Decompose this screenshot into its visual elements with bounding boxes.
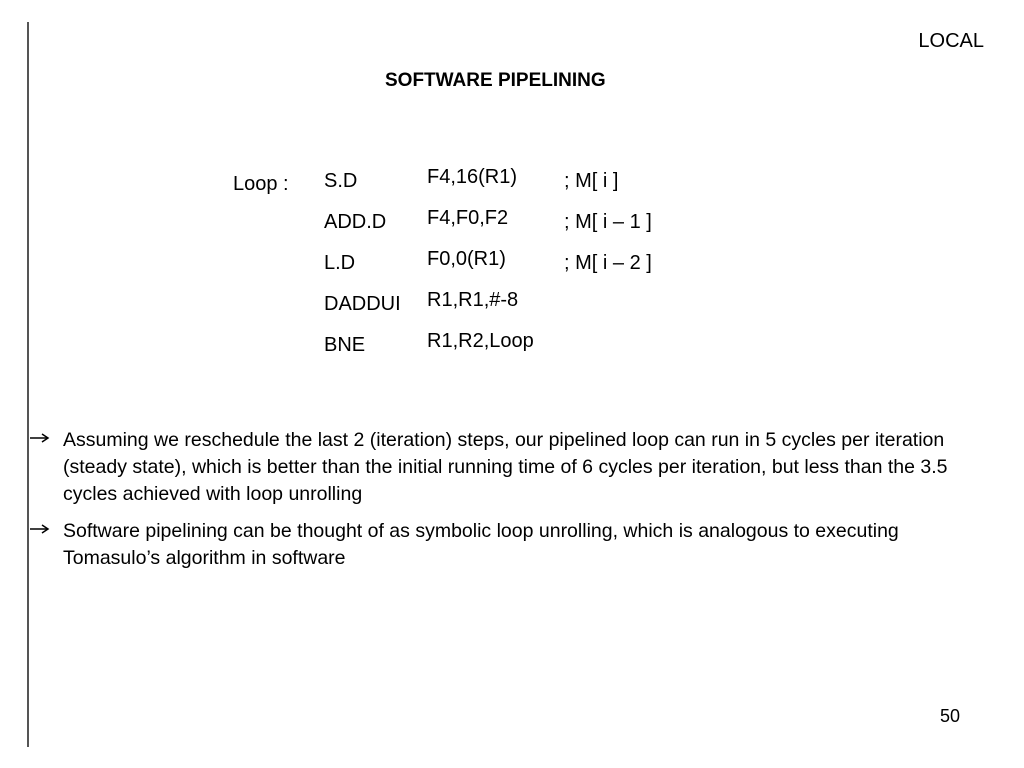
code-op: L.D: [324, 252, 356, 274]
arrow-right-icon: [30, 431, 52, 445]
code-comment: ; M[ i – 1 ]: [564, 211, 652, 233]
bullet-text: Assuming we reschedule the last 2 (iteration) steps, our pipelined loop can run in 5 cycles per iteration (steady state), which is better than the initial running time of 6 cycles per iteration, but less than the 3.5 cycles achieved with loop unrolling: [63, 429, 948, 505]
code-args: R1,R2,Loop: [427, 330, 534, 352]
code-args: R1,R1,#-8: [427, 289, 519, 311]
code-op: DADDUI: [324, 293, 401, 315]
list-item: [0, 518, 1024, 572]
bullet-list: [0, 427, 1024, 582]
bullet-text: Software pipelining can be thought of as symbolic loop unrolling, which is analogous to executing Tomasulo’s algorithm in software: [63, 520, 899, 569]
code-op: ADD.D: [324, 211, 387, 233]
code-args: F4,16(R1): [427, 166, 518, 188]
code-comment: ; M[ i – 2 ]: [564, 252, 652, 274]
code-comment: ; M[ i ]: [564, 170, 619, 192]
left-divider-line: [27, 22, 29, 747]
code-args: F4,F0,F2: [427, 207, 509, 229]
corner-label: LOCAL: [918, 30, 984, 52]
page-number: 50: [940, 706, 961, 726]
arrow-right-icon: [30, 522, 52, 536]
list-item: [0, 427, 1024, 508]
slide-title: SOFTWARE PIPELINING: [385, 70, 606, 91]
code-op: BNE: [324, 334, 366, 356]
code-args: F0,0(R1): [427, 248, 506, 270]
loop-label: Loop :: [233, 173, 289, 195]
code-op: S.D: [324, 170, 358, 192]
